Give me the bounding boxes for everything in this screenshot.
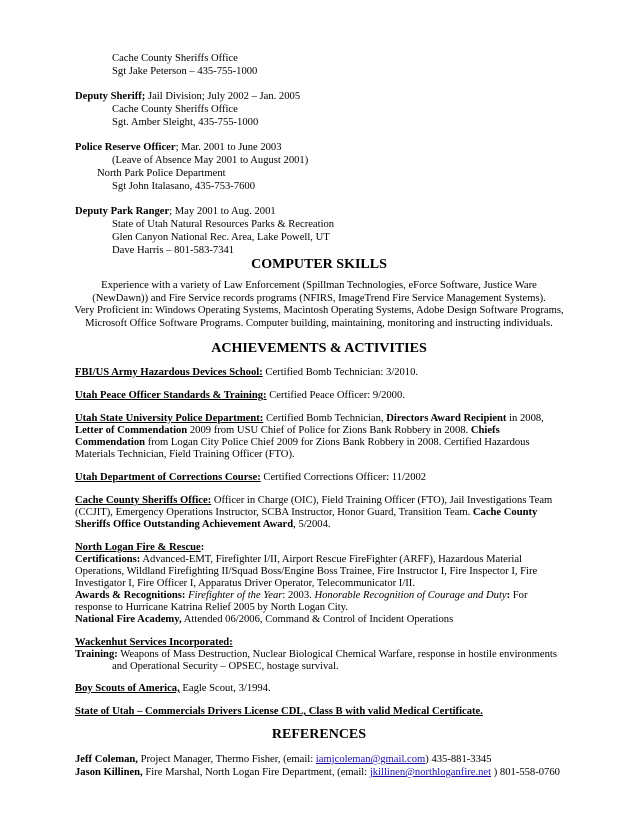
punctuation: : [200,542,205,553]
job-title: Deputy Sheriff; [75,91,146,102]
skills-paragraph-line: Experience with a variety of Law Enforcement (Spillman Technologies, eForce Software, Justice Ware [101,280,537,291]
achievement-text: Eagle Scout, 3/1994. [179,683,271,694]
achievement-text: from Logan City Police Chief 2009 for Zions Bank Robbery in 2008. Certified Hazardous [145,437,530,448]
employer-contact: Sgt John Italasano, 435-753-7600 [112,181,256,192]
achievement-text: Certified Corrections Officer: 11/2002 [260,472,427,483]
achievement-text: Advanced-EMT, Firefighter I/II, Airport Rescue FireFighter (ARFF), Hazardous Material [140,554,522,565]
achievement-ccso-line [75,518,331,531]
achievement-cdl [75,705,483,718]
reference-name: Jeff Coleman, [75,754,138,765]
org-name: North Logan Fire & Rescue [75,542,201,553]
skills-paragraph-line: (NewDawn)) and Fire Service records programs (NFIRS, ImageTrend Fire Service Management Systems). [92,293,546,304]
wackenhut-training-line: and Operational Security – OPSEC, hostage survival. [112,661,339,672]
job-entry-deputy-sheriff [75,90,300,103]
achievement-text: 2009 from USU Chief of Police for Zions Bank Robbery in 2008. [187,425,471,436]
org-name: Boy Scouts of America, [75,683,180,694]
award-name: Cache County [472,507,538,518]
org-name: Utah Peace Officer Standards & Training: [75,390,267,401]
award-name: Directors Award Recipient [386,413,507,424]
award-name: Commendation [75,437,146,448]
achievement-post [75,389,405,402]
achievement-text: Certified Bomb Technician, [263,413,387,424]
email-link[interactable]: jkillinen@northloganfire.net [369,767,492,778]
achievement-text: Attended 06/2006, Command & Control of Incident Operations [181,614,454,625]
punctuation: : [506,590,511,601]
achievement-udc [75,471,426,484]
employer-name: Cache County Sheriffs Office [112,53,238,64]
job-detail: ; May 2001 to Aug. 2001 [169,206,276,217]
achievements-heading: ACHIEVEMENTS & ACTIVITIES [211,341,427,356]
reference-entry [75,753,491,766]
job-title: Deputy Park Ranger [75,206,170,217]
reference-detail: Fire Marshal, North Logan Fire Department, (email: [142,767,370,778]
reference-entry [75,766,560,779]
achievement-text: Weapons of Mass Destruction, Nuclear Biological Chemical Warfare, response in hostile environments [117,649,557,660]
employer-contact: Dave Harris – 801-583-7341 [112,245,235,256]
achievement-text: : 2003. [282,590,315,601]
job-title: Police Reserve Officer [75,142,176,153]
achievement-text: , 5/2004. [293,519,331,530]
org-name: Utah State University Police Department: [75,413,264,424]
employer-name: State of Utah Natural Resources Parks & Recreation [112,219,335,230]
nlfr-certifications-line: Investigator I, Fire Officer I, Apparatus Driver Operator, Telecommunicator I/II. [75,578,415,589]
org-name: Cache County Sheriffs Office: [75,495,212,506]
reference-name: Jason Killinen, [75,767,143,778]
reference-phone: ) 435-881-3345 [425,754,492,765]
reference-detail: Project Manager, Thermo Fisher, (email: [137,754,316,765]
email-link[interactable]: iamjcoleman@gmail.com [315,754,426,765]
nlfr-certifications-line: Operations, Wildland Firefighting II/Squad Boss/Engine Boss Trainee, Fire Instructor I, Fire Inspector I, Fire [75,566,538,577]
label: Awards & Recognitions: [75,590,186,601]
award-name: Firefighter of the Year [185,590,283,601]
award-name: Sheriffs Office Outstanding Achievement Award [75,519,294,530]
award-name: Chiefs [470,425,500,436]
org-name: Utah Department of Corrections Course: [75,472,261,483]
job-detail: ; Mar. 2001 to June 2003 [175,142,282,153]
skills-paragraph-line: Very Proficient in: Windows Operating Systems, Macintosh Operating Systems, Adobe Design Software Programs, [74,305,564,316]
job-detail: Jail Division; July 2002 – Jan. 2005 [145,91,301,102]
employer-name: North Park Police Department [97,168,226,179]
achievement-text: Officer in Charge (OIC), Field Training Officer (FTO), Jail Investigations Team [211,495,553,506]
computer-skills-heading: COMPUTER SKILLS [251,257,387,272]
award-name: Letter of Commendation [75,425,188,436]
label: Certifications: [75,554,141,565]
achievement-text: in 2008, [506,413,544,424]
org-name: State of Utah – Commercials Drivers License CDL, Class B with valid Medical Certificate. [75,706,483,717]
job-entry-police-reserve [75,141,282,154]
achievement-text: Certified Bomb Technician: 3/2010. [262,367,419,378]
employer-contact: Sgt. Amber Sleight, 435-755-1000 [112,117,259,128]
employer-name: Cache County Sheriffs Office [112,104,238,115]
achievement-text: Certified Peace Officer: 9/2000. [266,390,405,401]
label: Training: [75,649,118,660]
achievement-scouts [75,682,271,695]
achievement-fbi [75,366,418,379]
org-name: FBI/US Army Hazardous Devices School: [75,367,263,378]
nlfr-nfa [75,613,453,626]
award-name: Honorable Recognition of Courage and Duty [314,590,507,601]
employer-location: Glen Canyon National Rec. Area, Lake Powell, UT [112,232,330,243]
achievement-text: (CCJIT), Emergency Operations Instructor, SCBA Instructor, Honor Guard, Transition Team. [75,507,473,518]
job-note: (Leave of Absence May 2001 to August 2001) [112,155,309,166]
label: National Fire Academy, [75,614,182,625]
org-name: Wackenhut Services Incorporated: [75,637,233,648]
references-heading: REFERENCES [271,727,367,742]
job-entry-park-ranger [75,205,276,218]
employer-contact: Sgt Jake Peterson – 435-755-1000 [112,66,258,77]
achievement-usu-line: Materials Technician, Field Training Officer (FTO). [75,449,295,460]
reference-phone: ) 801-558-0760 [491,767,560,778]
skills-paragraph-line: Microsoft Office Software Programs. Computer building, maintaining, monitoring and instructing individuals. [85,318,553,329]
achievement-text: For [510,590,528,601]
nlfr-awards-line: response to Hurricane Katrina Relief 2005 by North Logan City. [75,602,348,613]
